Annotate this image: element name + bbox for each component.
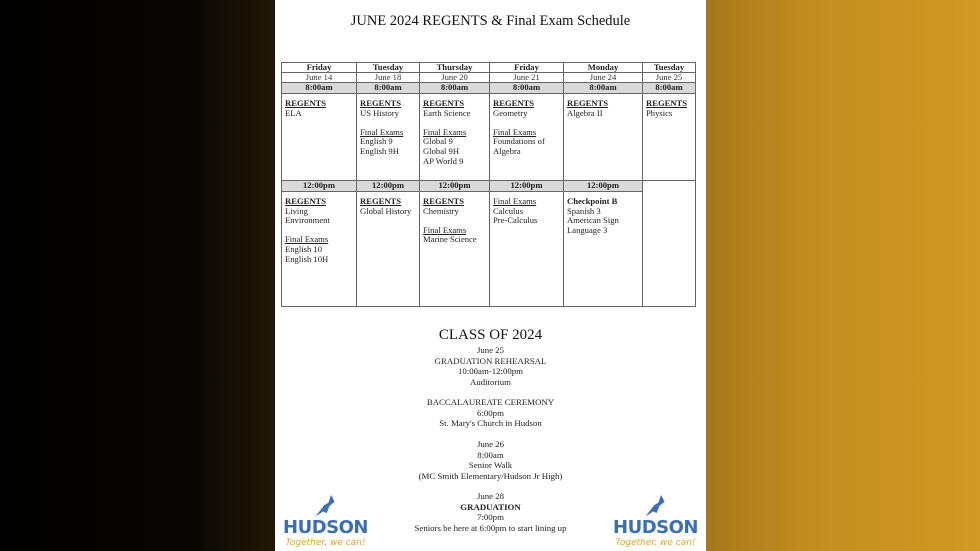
section-heading: REGENTS: [646, 98, 688, 108]
day-label: Monday: [587, 62, 619, 72]
time-label: 12:00pm: [587, 180, 619, 190]
exam-item: Chemistry: [423, 205, 459, 216]
day-label: Tuesday: [653, 62, 685, 72]
day-label: Tuesday: [372, 62, 404, 72]
event-block: [275, 439, 706, 481]
morning-exams-cell: [419, 93, 490, 181]
exam-schedule-table: [281, 62, 695, 306]
hudson-logo-right: [608, 494, 703, 550]
logo-tagline: Together, we can!: [285, 538, 366, 548]
event-line: Seniors be here at 6:00pm to start lining up: [414, 522, 567, 533]
exam-item: Foundations of: [493, 136, 545, 147]
section-heading: Final Exams: [423, 224, 467, 235]
exam-item: Pre-Calculus: [493, 215, 538, 226]
morning-exams-cell: [356, 93, 420, 181]
time-label: 8:00am: [589, 82, 617, 92]
section-heading: REGENTS: [285, 98, 327, 108]
time-label: 8:00am: [512, 82, 541, 92]
exam-item: Calculus: [493, 205, 524, 216]
section-heading: REGENTS: [285, 196, 327, 206]
event-line: Senior Walk: [468, 460, 513, 471]
page-title: JUNE 2024 REGENTS & Final Exam Schedule: [350, 13, 631, 29]
exam-item: Environment: [285, 215, 330, 226]
event-line: BACCALAUREATE CEREMONY: [426, 397, 555, 407]
event-line: (MC Smith Elementary/Hudson Jr High): [418, 470, 563, 481]
morning-exams-cell: [642, 93, 696, 181]
section-heading: Final Exams: [285, 234, 329, 245]
exam-item: Global History: [360, 205, 412, 216]
section-heading: REGENTS: [493, 98, 535, 108]
event-line: June 28: [476, 491, 505, 501]
time-label: 12:00pm: [438, 180, 471, 190]
date-label: June 14: [305, 72, 333, 82]
section-heading: Final Exams: [360, 126, 404, 137]
afternoon-exams-cell: [419, 191, 490, 307]
time-label: 8:00am: [374, 82, 402, 92]
date-label: June 25: [655, 72, 683, 82]
time-label: 8:00am: [305, 82, 333, 92]
exam-item: Earth Science: [423, 107, 471, 118]
section-heading: Final Exams: [423, 126, 467, 137]
event-line: St. Mary's Church in Hudson: [439, 418, 542, 429]
time-label: 12:00pm: [510, 180, 543, 190]
exam-item: American Sign: [567, 215, 619, 226]
exam-item: Geometry: [493, 107, 528, 118]
event-line: GRADUATION: [460, 501, 521, 512]
time-label: 8:00am: [655, 82, 683, 92]
exam-item: English 9: [360, 136, 393, 147]
event-line: 7:00pm: [477, 512, 504, 523]
empty-cell: [642, 180, 696, 307]
section-heading: REGENTS: [423, 98, 465, 108]
exam-item: US History: [360, 107, 399, 118]
day-label: Friday: [514, 62, 539, 72]
event-line: Auditorium: [469, 376, 512, 387]
section-heading: Checkpoint B: [567, 196, 618, 206]
afternoon-exams-cell: [281, 191, 357, 307]
date-label: June 20: [441, 72, 468, 82]
event-line: GRADUATION REHEARSAL: [434, 355, 547, 366]
logo-word: HUDSON: [283, 517, 368, 538]
exam-item: ELA: [285, 107, 302, 118]
exam-item: English 10H: [285, 253, 329, 264]
exam-item: Global 9H: [423, 145, 460, 156]
exam-item: English 10: [285, 243, 323, 254]
class-of-2024-heading: CLASS OF 2024: [438, 327, 543, 343]
time-label: 12:00pm: [303, 180, 335, 190]
exam-item: Global 9: [423, 136, 453, 147]
event-line: June 25: [476, 345, 505, 355]
morning-exams-cell: [489, 93, 564, 181]
exam-item: Living: [285, 205, 308, 216]
exam-item: Physics: [646, 107, 673, 118]
date-label: June 24: [589, 72, 617, 82]
event-block: [275, 345, 706, 387]
exam-item: English 9H: [360, 145, 399, 156]
event-line: 8:00am: [477, 449, 504, 460]
date-label: June 21: [513, 72, 540, 82]
afternoon-exams-cell: [563, 191, 643, 307]
morning-exams-cell: [563, 93, 643, 181]
day-label: Friday: [306, 62, 332, 72]
time-label: 12:00pm: [372, 180, 404, 190]
exam-item: Spanish 3: [567, 205, 601, 216]
event-line: 10:00am-12:00pm: [458, 366, 523, 377]
section-heading: REGENTS: [360, 98, 402, 108]
exam-item: AP World 9: [423, 155, 464, 166]
section-heading: REGENTS: [567, 98, 609, 108]
event-line: 6:00pm: [477, 407, 504, 418]
section-heading: Final Exams: [493, 126, 537, 137]
section-heading: REGENTS: [423, 196, 465, 206]
day-label: Thursday: [436, 62, 473, 72]
section-heading: REGENTS: [360, 196, 402, 206]
time-label: 8:00am: [440, 82, 469, 92]
hudson-logo-left: [278, 494, 373, 550]
schedule-page: [275, 0, 706, 551]
afternoon-exams-cell: [489, 191, 564, 307]
morning-exams-cell: [281, 93, 357, 181]
afternoon-exams-cell: [356, 191, 420, 307]
exam-item: Marine Science: [423, 234, 477, 245]
exam-item: Language 3: [567, 224, 608, 235]
date-label: June 18: [374, 72, 402, 82]
exam-item: Algebra: [493, 145, 521, 156]
event-block: [275, 397, 706, 429]
logo-tagline: Together, we can!: [615, 538, 696, 548]
event-line: June 26: [476, 439, 505, 449]
exam-item: Algebra II: [567, 107, 603, 118]
section-heading: Final Exams: [493, 196, 537, 206]
logo-word: HUDSON: [613, 517, 698, 538]
